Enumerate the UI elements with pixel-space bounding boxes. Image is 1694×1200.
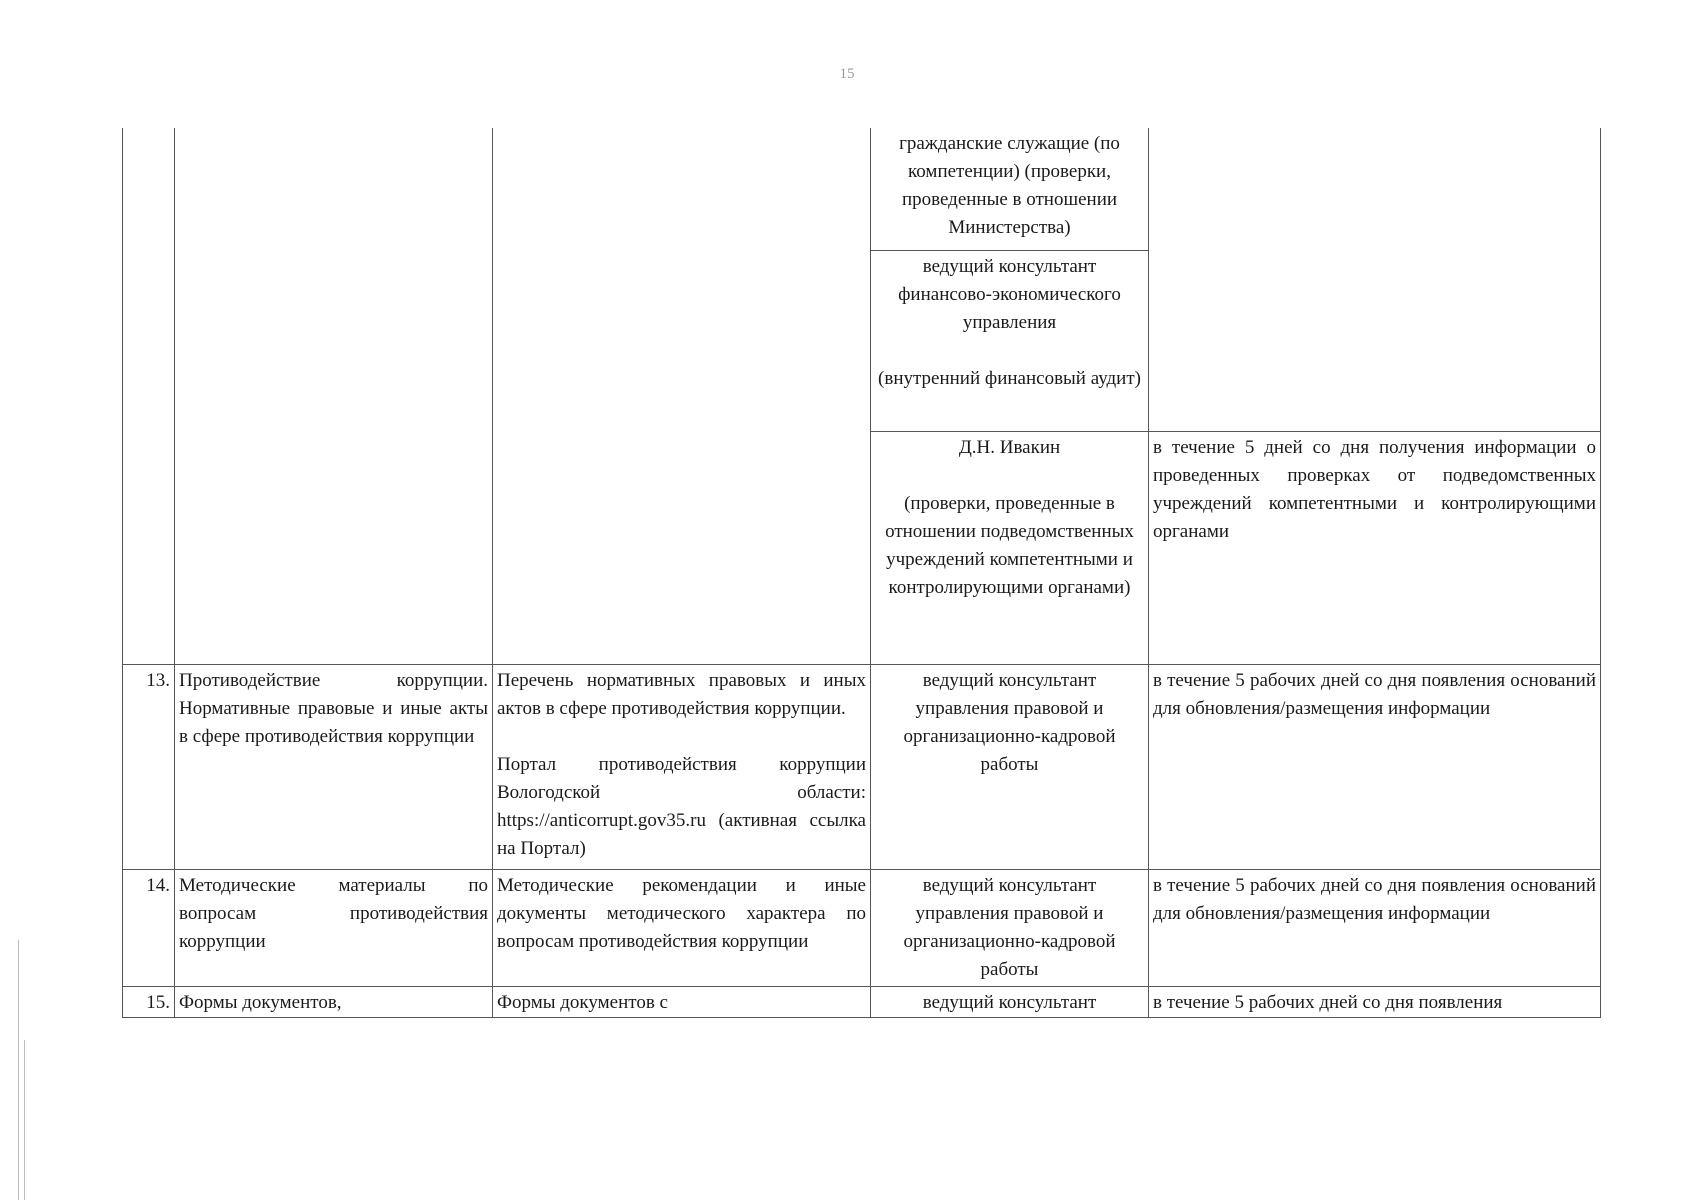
responsible-text: ведущий консультант xyxy=(922,992,1097,1013)
num-cell-empty xyxy=(123,128,175,665)
topic-cell: Противодействие коррупции. Нормативные правовые и иные акты в сфере противодействия коррупции xyxy=(175,665,493,870)
table-row xyxy=(123,128,1601,251)
term-cell xyxy=(1149,432,1601,665)
term-cell-empty xyxy=(1149,128,1601,432)
term-text: в течение 5 рабочих дней со дня появления xyxy=(1153,992,1503,1013)
table-row xyxy=(123,870,1601,987)
responsible-cell xyxy=(871,432,1149,665)
table-row xyxy=(123,665,1601,870)
page-number: 15 xyxy=(839,66,855,82)
responsible-note: (внутренний финансовый аудит) xyxy=(878,368,1141,389)
topic-cell xyxy=(175,987,493,1018)
topic-text: Формы документов, xyxy=(179,992,342,1013)
table-row xyxy=(123,987,1601,1018)
topic-cell-empty xyxy=(175,128,493,665)
responsible-name: Д.Н. Ивакин xyxy=(958,437,1061,458)
responsible-cell xyxy=(871,251,1149,432)
scan-margin-line xyxy=(24,1040,25,1200)
content-cell xyxy=(493,665,871,870)
content-cell-empty xyxy=(493,128,871,665)
term-cell: в течение 5 рабочих дней со дня появления оснований для обновления/размещения информации xyxy=(1149,665,1601,870)
portal-link-text: Портал противодействия коррупции Вологодской области: https://anticorrupt.gov35.ru (активная ссылка на Портал) xyxy=(497,754,866,859)
content-cell xyxy=(493,987,871,1018)
term-cell xyxy=(1149,987,1601,1018)
responsible-note: (проверки, проведенные в отношении подведомственных учреждений компетентными и контролирующими органами) xyxy=(885,493,1134,598)
responsible-cell: ведущий консультант управления правовой и организационно-кадровой работы xyxy=(871,665,1149,870)
content-text: Перечень нормативных правовых и иных актов в сфере противодействия коррупции. xyxy=(497,670,866,719)
content-text: Формы документов с xyxy=(497,992,668,1013)
document-table xyxy=(122,128,1601,1018)
term-text: в течение 5 дней со дня получения информации о проведенных проверках от подведомственных учреждений компетентными и контролирующими органами xyxy=(1153,437,1596,542)
row-number: 15. xyxy=(123,987,175,1018)
responsible-text: гражданские служащие (по компетенции) (проверки, проведенные в отношении Министерства) xyxy=(899,133,1120,238)
content-cell: Методические рекомендации и иные документы методического характера по вопросам противодействия коррупции xyxy=(493,870,871,987)
responsible-cell: ведущий консультант управления правовой и организационно-кадровой работы xyxy=(871,870,1149,987)
row-number: 14. xyxy=(123,870,175,987)
topic-cell: Методические материалы по вопросам противодействия коррупции xyxy=(175,870,493,987)
term-cell: в течение 5 рабочих дней со дня появления оснований для обновления/размещения информации xyxy=(1149,870,1601,987)
row-number: 13. xyxy=(123,665,175,870)
scan-margin-line xyxy=(18,940,19,1200)
responsible-text: ведущий консультант финансово-экономического управления xyxy=(898,256,1121,333)
responsible-cell xyxy=(871,128,1149,251)
responsible-cell xyxy=(871,987,1149,1018)
